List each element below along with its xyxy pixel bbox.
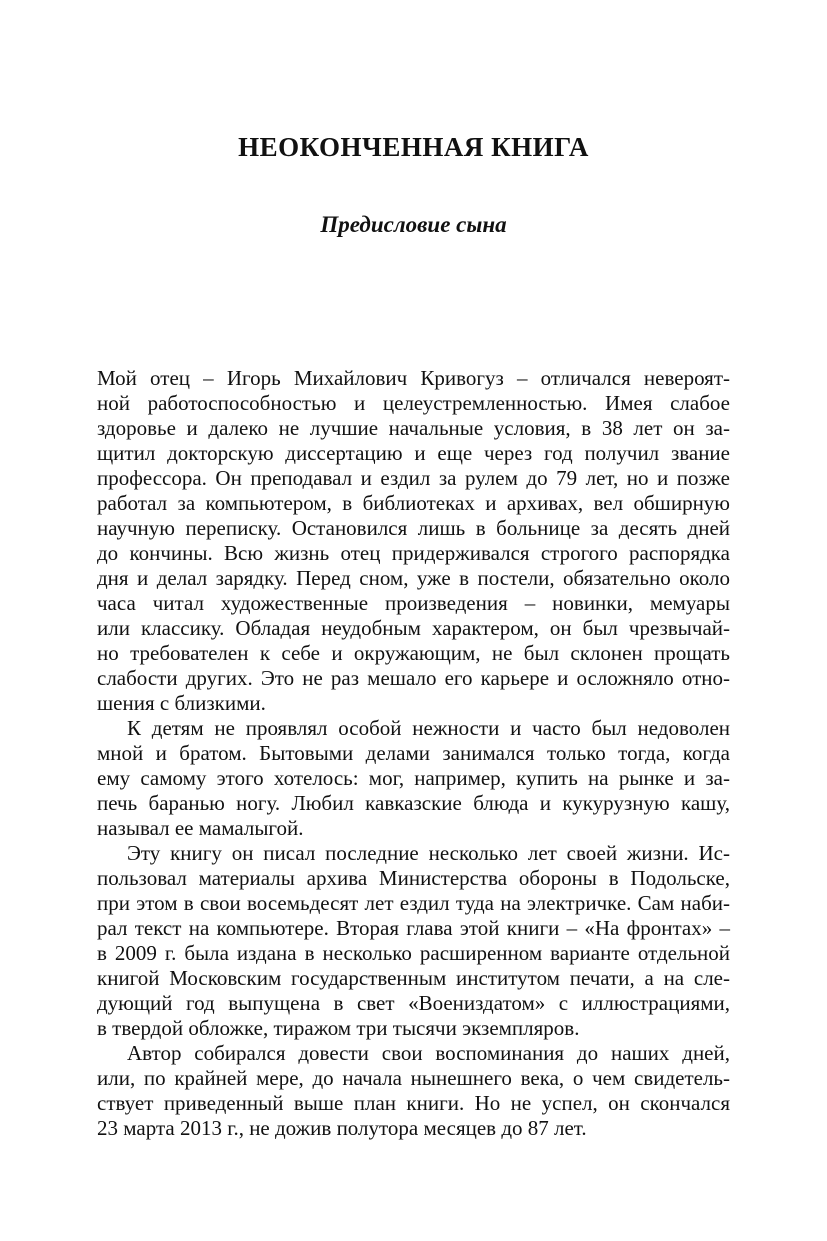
- text-line: 23 марта 2013 г., не дожив полутора месяцев до 87 лет.: [97, 1116, 587, 1140]
- text-line: научную переписку. Остановился лишь в больнице за десять дней: [97, 516, 730, 540]
- paragraph: [97, 841, 730, 1041]
- text-line: или, по крайней мере, до начала нынешнего века, о чем свидетель-: [97, 1066, 730, 1090]
- text-line: Эту книгу он писал последние несколько лет своей жизни. Ис-: [127, 841, 730, 865]
- text-line: профессора. Он преподавал и ездил за рулем до 79 лет, но и позже: [97, 466, 730, 490]
- text-line: часа читал художественные произведения – новинки, мемуары: [97, 591, 730, 615]
- chapter-subtitle: Предисловие сына: [320, 212, 507, 237]
- body-text: [97, 366, 730, 1141]
- text-line: в 2009 г. была издана в несколько расширенном варианте отдельной: [97, 941, 730, 965]
- text-line: дующий год выпущена в свет «Воениздатом» с иллюстрациями,: [97, 991, 730, 1015]
- text-line: в твердой обложке, тиражом три тысячи экземпляров.: [97, 1016, 580, 1040]
- text-line: рал текст на компьютере. Вторая глава этой книги – «На фронтах» –: [97, 916, 730, 940]
- text-line: дня и делал зарядку. Перед сном, уже в постели, обязательно около: [97, 566, 730, 590]
- text-line: К детям не проявлял особой нежности и часто был недоволен: [127, 716, 730, 740]
- text-line: ствует приведенный выше план книги. Но не успел, он скончался: [97, 1091, 730, 1115]
- text-line: слабости других. Это не раз мешало его карьере и осложняло отно-: [97, 666, 730, 690]
- text-line: ной работоспособностью и целеустремленностью. Имея слабое: [97, 391, 730, 415]
- text-line: мной и братом. Бытовыми делами занимался только тогда, когда: [97, 741, 730, 765]
- paragraph: [97, 716, 730, 841]
- text-line: печь баранью ногу. Любил кавказские блюда и кукурузную кашу,: [97, 791, 730, 815]
- text-line: работал за компьютером, в библиотеках и архивах, вел обширную: [97, 491, 730, 515]
- text-line: Автор собирался довести свои воспоминания до наших дней,: [127, 1041, 730, 1065]
- text-line: пользовал материалы архива Министерства обороны в Подольске,: [97, 866, 730, 890]
- text-line: Мой отец – Игорь Михайлович Кривогуз – отличался невероят-: [97, 366, 730, 390]
- text-line: называл ее мамалыгой.: [97, 816, 304, 840]
- text-line: шения с близкими.: [97, 691, 266, 715]
- text-line: книгой Московским государственным институтом печати, а на сле-: [97, 966, 730, 990]
- chapter-title: НЕОКОНЧЕННАЯ КНИГА: [238, 132, 589, 162]
- text-line: или классику. Обладая неудобным характером, он был чрезвычай-: [97, 616, 730, 640]
- text-line: здоровье и далеко не лучшие начальные условия, в 38 лет он за-: [97, 416, 730, 440]
- paragraph: [97, 1041, 730, 1141]
- text-line: ему самому этого хотелось: мог, например, купить на рынке и за-: [97, 766, 730, 790]
- text-line: до кончины. Всю жизнь отец придерживался строгого распорядка: [97, 541, 730, 565]
- paragraph: [97, 366, 730, 716]
- text-line: щитил докторскую диссертацию и еще через год получил звание: [97, 441, 730, 465]
- text-line: но требователен к себе и окружающим, не был склонен прощать: [97, 641, 730, 665]
- text-line: при этом в свои восемьдесят лет ездил туда на электричке. Сам наби-: [97, 891, 730, 915]
